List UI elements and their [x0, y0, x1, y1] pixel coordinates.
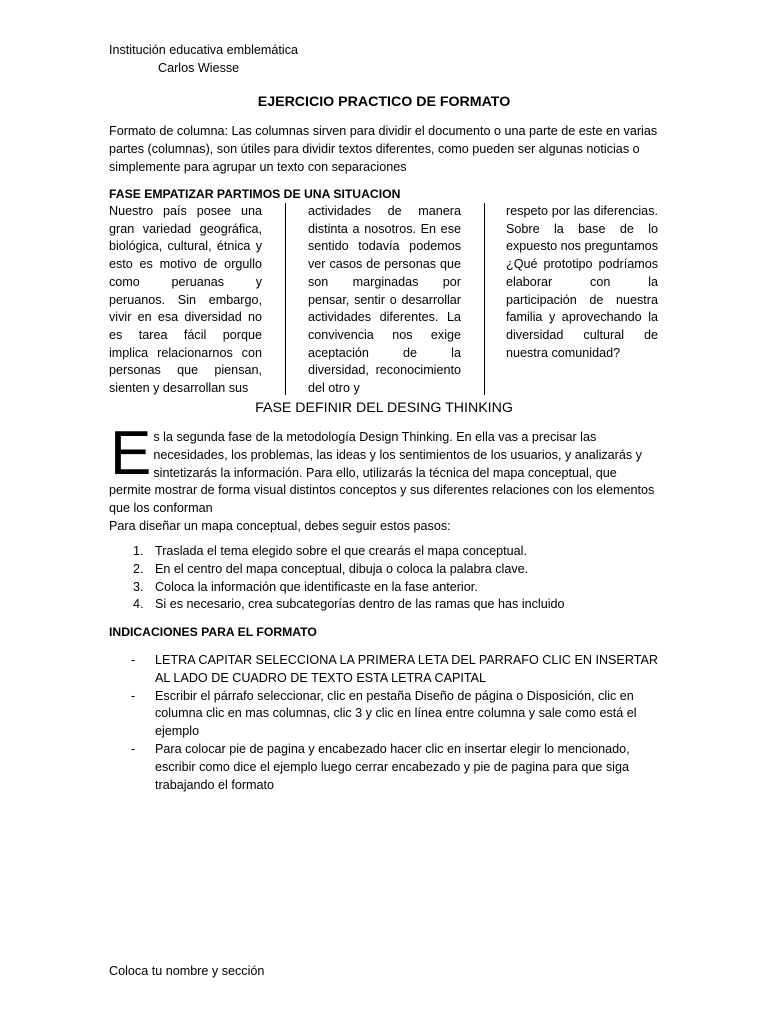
page-footer: Coloca tu nombre y sección — [109, 964, 265, 978]
section2-heading: FASE DEFINIR DEL DESING THINKING — [255, 400, 513, 416]
step-number: 3. — [133, 579, 144, 594]
list-item — [109, 561, 661, 579]
column-1: Nuestro país posee una gran variedad geográfica, biológica, cultural, étnica y esto es motivo de orgullo como peruanas y peruanos. Sin embargo, vivir en esa diversidad no es tarea fácil porque implica relacionarnos con personas que piensan, sienten y desarrollan sus — [109, 204, 262, 396]
section2-paragraph: s la segunda fase de la metodología Design Thinking. En ella vas a precisar las necesidades, los problemas, las ideas y los sentimientos de los usuarios, y analizarás y sintetizarás la información. Para ello, utilizarás la técnica del mapa conceptual, que permite mostrar de forma visual distintos conceptos y sus diferentes relaciones con los elementos que los conforman — [109, 430, 655, 516]
step-text: Coloca la información que identificaste en la fase anterior. — [155, 579, 478, 594]
drop-cap-letter: E — [110, 419, 152, 488]
list-item — [109, 579, 661, 597]
dash-bullet: - — [131, 688, 136, 703]
column-divider-1 — [285, 203, 286, 395]
list-item — [109, 596, 661, 614]
header-name: Carlos Wiesse — [158, 61, 240, 75]
step-text: En el centro del mapa conceptual, dibuja o coloca la palabra clave. — [155, 561, 529, 576]
step-text: Traslada el tema elegido sobre el que crearás el mapa conceptual. — [155, 544, 527, 558]
instructions-list — [109, 652, 661, 794]
list-item — [109, 741, 661, 794]
step-text: Si es necesario, crea subcategorías dentro de las ramas que has incluido — [155, 597, 565, 612]
dash-bullet: - — [131, 741, 136, 756]
page-title: EJERCICIO PRACTICO DE FORMATO — [257, 94, 511, 110]
list-item — [109, 652, 661, 688]
intro-paragraph: Formato de columna: Las columnas sirven para dividir el documento o una parte de este en varias partes (columnas), son útiles para dividir textos diferentes, como pueden ser algunas noticias o simplemente para agrupar un texto con separaciones — [109, 124, 658, 174]
bullet-text: LETRA CAPITAR SELECCIONA LA PRIMERA LETA DEL PARRAFO CLIC EN INSERTAR AL LADO DE CUADRO DE TEXTO ESTA LETRA CAPITAL — [155, 653, 658, 685]
column-divider-2 — [484, 203, 485, 395]
step-number: 1. — [133, 544, 144, 558]
section2-body — [109, 419, 661, 536]
list-item — [109, 543, 661, 561]
step-number: 2. — [133, 561, 144, 576]
column-2: actividades de manera distinta a nosotros. En ese sentido todavía podemos ver casos de personas que son marginadas por pensar, sentir o desarrollar actividades diferentes. La convivencia nos exige aceptación de la diversidad, reconocimiento del otro y — [308, 204, 461, 396]
list-item — [109, 688, 661, 741]
bullet-text: Escribir el párrafo seleccionar, clic en pestaña Diseño de página o Disposición, clic en columna clic en mas columnas, clic 3 y clic en línea entre columna y sale como está el ejemplo — [155, 688, 637, 739]
steps-list — [109, 543, 661, 614]
section1-heading: FASE EMPATIZAR PARTIMOS DE UNA SITUACION — [109, 187, 401, 201]
dash-bullet: - — [131, 653, 136, 667]
section3-heading: INDICACIONES PARA EL FORMATO — [109, 625, 317, 639]
steps-intro: Para diseñar un mapa conceptual, debes seguir estos pasos: — [109, 518, 451, 533]
header-institution: Institución educativa emblemática — [109, 43, 299, 57]
step-number: 4. — [133, 597, 144, 612]
column-3: respeto por las diferencias. Sobre la base de lo expuesto nos preguntamos ¿Qué prototipo podríamos elaborar con la participación de nuestra familia y aprovechando la diversidad cultural de nuestra comunidad? — [506, 204, 658, 360]
bullet-text: Para colocar pie de pagina y encabezado hacer clic en insertar elegir lo mencionado, escribir como dice el ejemplo luego cerrar encabezado y pie de pagina para que siga trabajando el formato — [155, 741, 630, 792]
